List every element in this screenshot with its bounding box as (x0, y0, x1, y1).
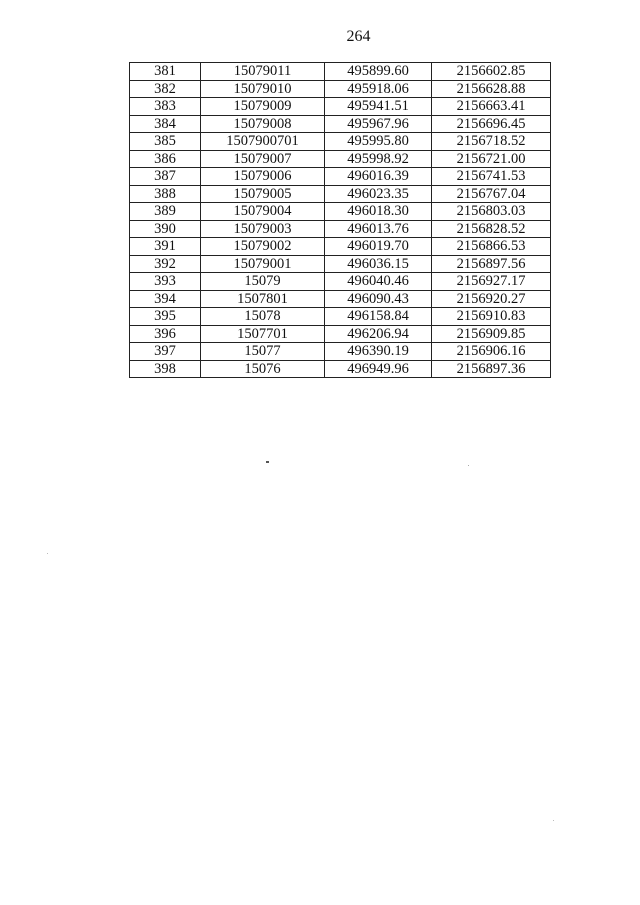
x-coordinate-cell: 495998.92 (325, 150, 432, 168)
scan-speck (266, 461, 269, 463)
point-id-cell: 15079001 (201, 255, 325, 273)
point-number-cell: 390 (130, 220, 201, 238)
x-coordinate-cell: 496949.96 (325, 360, 432, 378)
y-coordinate-cell: 2156910.83 (432, 308, 551, 326)
y-coordinate-cell: 2156628.88 (432, 80, 551, 98)
x-coordinate-cell: 496040.46 (325, 273, 432, 291)
point-number-cell: 391 (130, 238, 201, 256)
table-row (130, 203, 551, 221)
y-coordinate-cell: 2156696.45 (432, 115, 551, 133)
point-id-cell: 15078 (201, 308, 325, 326)
x-coordinate-cell: 496036.15 (325, 255, 432, 273)
point-id-cell: 15079004 (201, 203, 325, 221)
point-id-cell: 15079 (201, 273, 325, 291)
table-row (130, 98, 551, 116)
table-row (130, 133, 551, 151)
table-row (130, 273, 551, 291)
point-id-cell: 1507801 (201, 290, 325, 308)
y-coordinate-cell: 2156897.56 (432, 255, 551, 273)
point-number-cell: 387 (130, 168, 201, 186)
point-number-cell: 383 (130, 98, 201, 116)
point-number-cell: 389 (130, 203, 201, 221)
y-coordinate-cell: 2156767.04 (432, 185, 551, 203)
y-coordinate-cell: 2156927.17 (432, 273, 551, 291)
table-row (130, 115, 551, 133)
x-coordinate-cell: 496023.35 (325, 185, 432, 203)
x-coordinate-cell: 496090.43 (325, 290, 432, 308)
x-coordinate-cell: 496390.19 (325, 343, 432, 361)
point-id-cell: 15079011 (201, 63, 325, 81)
x-coordinate-cell: 495941.51 (325, 98, 432, 116)
y-coordinate-cell: 2156721.00 (432, 150, 551, 168)
coordinates-table-body (130, 63, 551, 378)
scan-speck (47, 553, 48, 554)
table-row (130, 308, 551, 326)
x-coordinate-cell: 496018.30 (325, 203, 432, 221)
y-coordinate-cell: 2156663.41 (432, 98, 551, 116)
point-id-cell: 15079009 (201, 98, 325, 116)
x-coordinate-cell: 495967.96 (325, 115, 432, 133)
x-coordinate-cell: 495918.06 (325, 80, 432, 98)
point-id-cell: 15079003 (201, 220, 325, 238)
point-number-cell: 396 (130, 325, 201, 343)
table-row (130, 63, 551, 81)
point-id-cell: 15079008 (201, 115, 325, 133)
point-number-cell: 397 (130, 343, 201, 361)
point-number-cell: 384 (130, 115, 201, 133)
table-row (130, 150, 551, 168)
page-number: 264 (346, 28, 371, 45)
coordinates-table (129, 62, 551, 378)
point-id-cell: 15079006 (201, 168, 325, 186)
table-row (130, 255, 551, 273)
table-row (130, 238, 551, 256)
x-coordinate-cell: 496019.70 (325, 238, 432, 256)
table-row (130, 168, 551, 186)
y-coordinate-cell: 2156602.85 (432, 63, 551, 81)
y-coordinate-cell: 2156897.36 (432, 360, 551, 378)
point-id-cell: 15079005 (201, 185, 325, 203)
x-coordinate-cell: 496206.94 (325, 325, 432, 343)
point-number-cell: 386 (130, 150, 201, 168)
y-coordinate-cell: 2156909.85 (432, 325, 551, 343)
table-row (130, 343, 551, 361)
x-coordinate-cell: 496158.84 (325, 308, 432, 326)
point-id-cell: 1507900701 (201, 133, 325, 151)
y-coordinate-cell: 2156828.52 (432, 220, 551, 238)
point-id-cell: 1507701 (201, 325, 325, 343)
point-id-cell: 15079007 (201, 150, 325, 168)
y-coordinate-cell: 2156920.27 (432, 290, 551, 308)
scan-speck (468, 465, 469, 466)
y-coordinate-cell: 2156741.53 (432, 168, 551, 186)
x-coordinate-cell: 496016.39 (325, 168, 432, 186)
y-coordinate-cell: 2156906.16 (432, 343, 551, 361)
table-row (130, 360, 551, 378)
x-coordinate-cell: 495899.60 (325, 63, 432, 81)
y-coordinate-cell: 2156803.03 (432, 203, 551, 221)
table-row (130, 220, 551, 238)
point-number-cell: 395 (130, 308, 201, 326)
point-number-cell: 398 (130, 360, 201, 378)
y-coordinate-cell: 2156718.52 (432, 133, 551, 151)
point-id-cell: 15079002 (201, 238, 325, 256)
point-id-cell: 15076 (201, 360, 325, 378)
x-coordinate-cell: 496013.76 (325, 220, 432, 238)
y-coordinate-cell: 2156866.53 (432, 238, 551, 256)
point-number-cell: 393 (130, 273, 201, 291)
table-row (130, 290, 551, 308)
point-number-cell: 385 (130, 133, 201, 151)
point-id-cell: 15077 (201, 343, 325, 361)
point-number-cell: 394 (130, 290, 201, 308)
x-coordinate-cell: 495995.80 (325, 133, 432, 151)
table-row (130, 185, 551, 203)
point-number-cell: 388 (130, 185, 201, 203)
point-number-cell: 382 (130, 80, 201, 98)
scan-speck (553, 820, 554, 821)
table-row (130, 80, 551, 98)
table-row (130, 325, 551, 343)
point-id-cell: 15079010 (201, 80, 325, 98)
point-number-cell: 381 (130, 63, 201, 81)
point-number-cell: 392 (130, 255, 201, 273)
